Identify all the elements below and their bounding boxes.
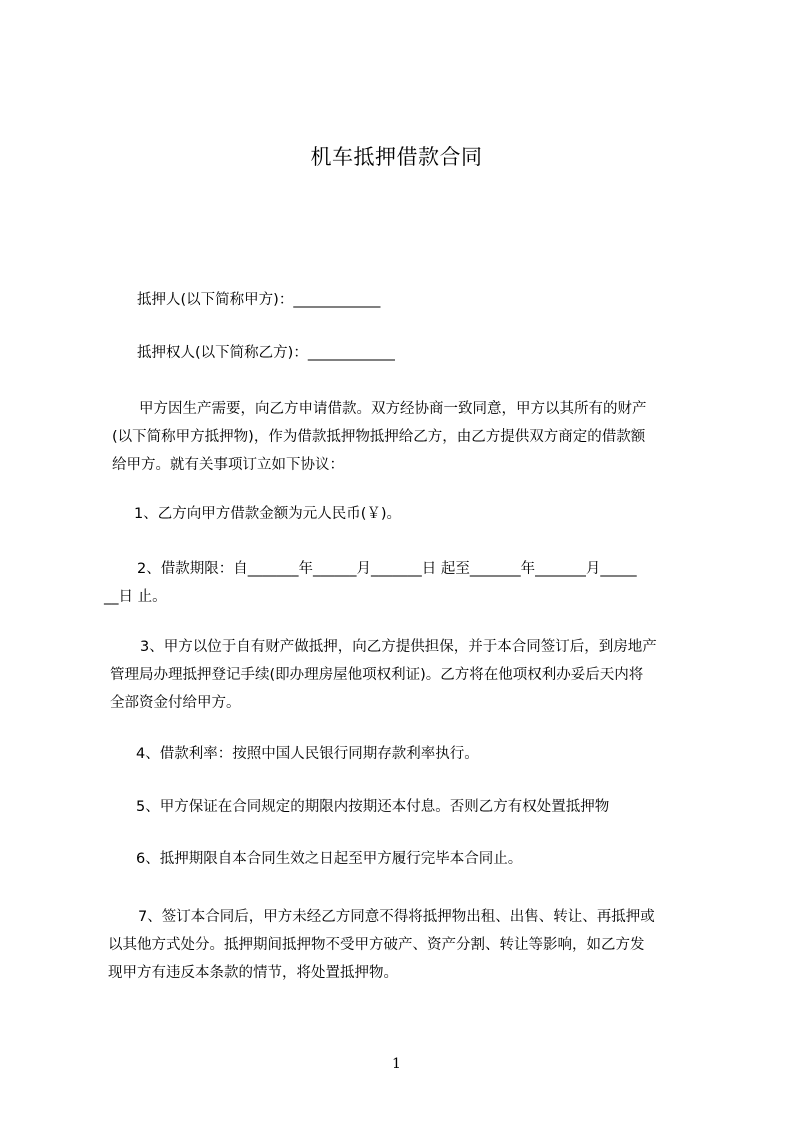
document-title: 机车抵押借款合同 — [310, 145, 483, 169]
clause-2-line-1: 2、借款期限：自_______年______月_______日 起至_______年_______月_____ — [137, 561, 637, 577]
intro-line-2: (以下简称甲方抵押物)，作为借款抵押物抵押给乙方，由乙方提供双方商定的借款额 — [112, 429, 646, 445]
clause-2-line-2: __日 止。 — [104, 589, 167, 605]
clause-7-line-3: 现甲方有违反本条款的情节，将处置抵押物。 — [108, 965, 398, 981]
intro-line-3: 给甲方。就有关事项订立如下协议： — [112, 457, 344, 473]
clause-7-line-2: 以其他方式处分。抵押期间抵押物不受甲方破产、资产分割、转让等影响，如乙方发 — [108, 937, 645, 953]
clause-5: 5、甲方保证在合同规定的期限内按期还本付息。否则乙方有权处置抵押物 — [136, 799, 610, 815]
intro-paragraph — [112, 395, 647, 479]
clause-6: 6、抵押期限自本合同生效之日起至甲方履行完毕本合同止。 — [136, 851, 523, 867]
party-a-line: 抵押人(以下简称甲方)：____________ — [137, 292, 381, 308]
clause-3 — [110, 633, 657, 717]
page-number: 1 — [392, 1056, 401, 1072]
clause-2 — [104, 555, 637, 611]
clause-1: 1、乙方向甲方借款金额为元人民币(￥)。 — [134, 506, 402, 522]
clause-7 — [108, 903, 655, 987]
clause-3-line-3: 全部资金付给甲方。 — [110, 695, 241, 711]
clause-3-line-1: 3、甲方以位于自有财产做抵押，向乙方提供担保，并于本合同签订后，到房地产 — [140, 639, 657, 655]
intro-line-1: 甲方因生产需要，向乙方申请借款。双方经协商一致同意，甲方以其所有的财产 — [139, 401, 647, 417]
clause-4: 4、借款利率：按照中国人民银行同期存款利率执行。 — [136, 746, 479, 762]
clause-3-line-2: 管理局办理抵押登记手续(即办理房屋他项权利证)。乙方将在他项权利办妥后天内将 — [110, 667, 644, 683]
party-b-line: 抵押权人(以下简称乙方)：____________ — [137, 345, 395, 361]
clause-7-line-1: 7、签订本合同后，甲方未经乙方同意不得将抵押物出租、出售、转让、再抵押或 — [138, 909, 655, 925]
